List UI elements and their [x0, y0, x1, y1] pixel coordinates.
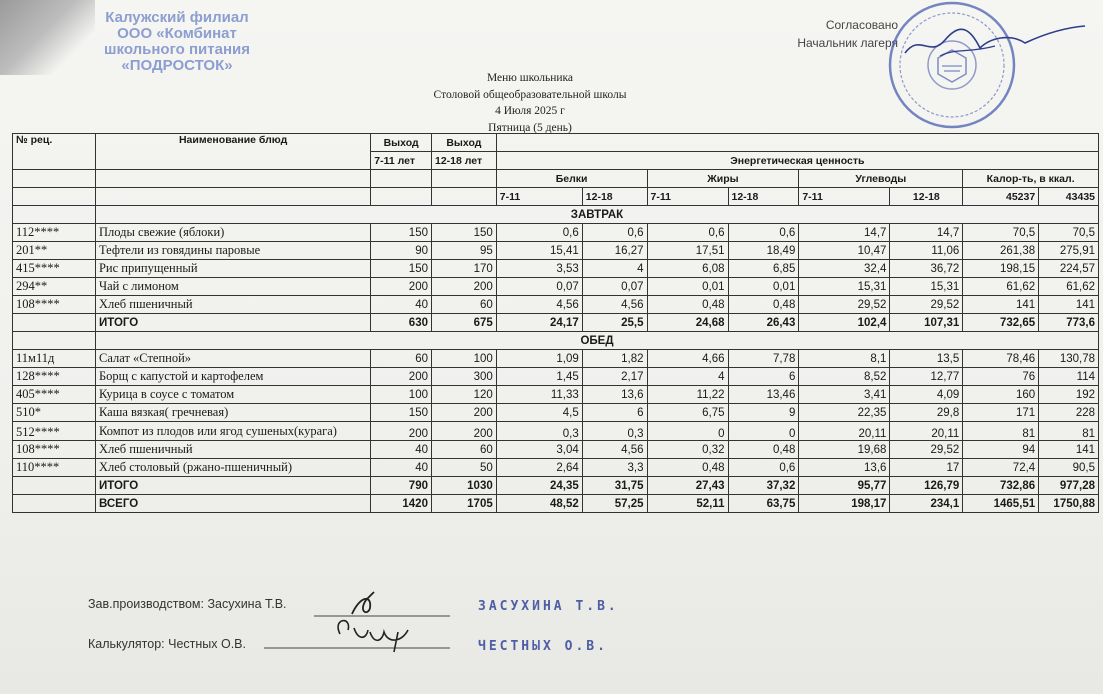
header-empty: [13, 170, 96, 188]
calculator-label: Калькулятор: Честных О.В.: [88, 637, 246, 651]
value-cell: 60: [371, 350, 432, 368]
total-value-cell: 1705: [431, 495, 496, 513]
value-cell: 4,56: [582, 296, 647, 314]
total-value-cell: 63,75: [728, 495, 799, 513]
value-cell: 15,31: [890, 278, 963, 296]
header-energy-empty: [496, 134, 1098, 152]
header-empty: [431, 188, 496, 206]
recipe-number-cell: 108****: [13, 296, 96, 314]
table-row: [13, 441, 1099, 459]
header-age: 12-18: [890, 188, 963, 206]
table-row: [13, 350, 1099, 368]
total-value-cell: [13, 477, 96, 495]
value-cell: 50: [431, 459, 496, 477]
value-cell: 40: [371, 441, 432, 459]
header-yield-a: Выход: [371, 134, 432, 152]
total-value-cell: 1420: [371, 495, 432, 513]
value-cell: 94: [963, 441, 1039, 459]
total-value-cell: 95,77: [799, 477, 890, 495]
value-cell: 200: [371, 368, 432, 386]
value-cell: 0,3: [582, 422, 647, 441]
header-calories: Калор-ть, в ккал.: [963, 170, 1099, 188]
table-header-row: [13, 170, 1099, 188]
organization-stamp: [72, 10, 282, 74]
dish-name-cell: Каша вязкая( гречневая): [95, 404, 370, 422]
value-cell: 40: [371, 296, 432, 314]
value-cell: 90,5: [1039, 459, 1099, 477]
value-cell: 18,49: [728, 242, 799, 260]
lunch-section: [13, 332, 1099, 495]
total-row: [13, 477, 1099, 495]
total-value-cell: 234,1: [890, 495, 963, 513]
approval-position: Начальник лагеря: [797, 36, 898, 50]
value-cell: 0,48: [647, 296, 728, 314]
table-row: [13, 404, 1099, 422]
value-cell: 275,91: [1039, 242, 1099, 260]
total-value-cell: 27,43: [647, 477, 728, 495]
value-cell: 0,48: [728, 296, 799, 314]
production-name-stamp: ЗАСУХИНА Т.В.: [478, 599, 619, 614]
total-value-cell: 773,6: [1039, 314, 1099, 332]
value-cell: 3,41: [799, 386, 890, 404]
value-cell: 3,53: [496, 260, 582, 278]
menu-date: 4 Июля 2025 г: [495, 105, 565, 117]
value-cell: 4,56: [496, 296, 582, 314]
value-cell: 6,75: [647, 404, 728, 422]
table-row: [13, 386, 1099, 404]
value-cell: 150: [371, 260, 432, 278]
menu-day: Пятница (5 день): [488, 121, 572, 134]
value-cell: 141: [963, 296, 1039, 314]
value-cell: 36,72: [890, 260, 963, 278]
dish-name-cell: Курица в соусе с томатом: [95, 386, 370, 404]
header-yield-b: Выход: [431, 134, 496, 152]
breakfast-section: [13, 206, 1099, 332]
value-cell: 81: [1039, 422, 1099, 441]
recipe-number-cell: 294**: [13, 278, 96, 296]
value-cell: 141: [1039, 296, 1099, 314]
value-cell: 0,3: [496, 422, 582, 441]
table-row: [13, 224, 1099, 242]
recipe-number-cell: 112****: [13, 224, 96, 242]
table-header-row: [13, 134, 1099, 152]
table-row: [13, 368, 1099, 386]
value-cell: 0,07: [582, 278, 647, 296]
value-cell: 0,6: [728, 459, 799, 477]
table-row: [13, 260, 1099, 278]
value-cell: 15,31: [799, 278, 890, 296]
value-cell: 114: [1039, 368, 1099, 386]
total-value-cell: 25,5: [582, 314, 647, 332]
header-proteins: Белки: [496, 170, 647, 188]
header-yield-b-age: 12-18 лет: [431, 152, 496, 170]
table-row: [13, 422, 1099, 441]
header-empty: [13, 188, 96, 206]
total-value-cell: 102,4: [799, 314, 890, 332]
header-fats: Жиры: [647, 170, 799, 188]
header-age: 7-11: [647, 188, 728, 206]
header-age: 12-18: [728, 188, 799, 206]
value-cell: 90: [371, 242, 432, 260]
value-cell: 0,48: [647, 459, 728, 477]
grand-total-section: [13, 495, 1099, 513]
value-cell: 0: [728, 422, 799, 441]
calculator-name-stamp: ЧЕСТНЫХ О.В.: [478, 639, 608, 654]
value-cell: 29,52: [890, 296, 963, 314]
menu-table: [12, 133, 1099, 513]
value-cell: 1,45: [496, 368, 582, 386]
dish-name-cell: Хлеб пшеничный: [95, 441, 370, 459]
value-cell: 150: [431, 224, 496, 242]
value-cell: 95: [431, 242, 496, 260]
production-manager-label: Зав.производством: Засухина Т.В.: [88, 597, 287, 611]
value-cell: 13,6: [799, 459, 890, 477]
dish-name-cell: Чай с лимоном: [95, 278, 370, 296]
total-row: [13, 314, 1099, 332]
total-value-cell: 52,11: [647, 495, 728, 513]
value-cell: 198,15: [963, 260, 1039, 278]
table-row: [13, 278, 1099, 296]
value-cell: 0,01: [728, 278, 799, 296]
value-cell: 150: [371, 404, 432, 422]
value-cell: 2,17: [582, 368, 647, 386]
value-cell: 160: [963, 386, 1039, 404]
value-cell: 6: [728, 368, 799, 386]
total-label-cell: ИТОГО: [95, 314, 370, 332]
value-cell: 120: [431, 386, 496, 404]
recipe-number-cell: 128****: [13, 368, 96, 386]
header-age: 12-18: [582, 188, 647, 206]
total-value-cell: [13, 314, 96, 332]
value-cell: 11,06: [890, 242, 963, 260]
header-calories-b: 43435: [1039, 188, 1099, 206]
value-cell: 130,78: [1039, 350, 1099, 368]
table-row: [13, 459, 1099, 477]
dish-name-cell: Борщ с капустой и картофелем: [95, 368, 370, 386]
header-energy: Энергетическая ценность: [496, 152, 1098, 170]
value-cell: 224,57: [1039, 260, 1099, 278]
dish-name-cell: Плоды свежие (яблоки): [95, 224, 370, 242]
value-cell: 40: [371, 459, 432, 477]
recipe-number-cell: 405****: [13, 386, 96, 404]
value-cell: 150: [371, 224, 432, 242]
menu-title: Меню школьника: [486, 72, 574, 84]
section-header-row: [13, 332, 1099, 350]
section-spacer: [13, 206, 96, 224]
header-empty: [95, 188, 370, 206]
value-cell: 6,08: [647, 260, 728, 278]
total-label-cell: ИТОГО: [95, 477, 370, 495]
value-cell: 60: [431, 296, 496, 314]
recipe-number-cell: 512****: [13, 422, 96, 441]
value-cell: 4: [647, 368, 728, 386]
value-cell: 4,5: [496, 404, 582, 422]
value-cell: 22,35: [799, 404, 890, 422]
dish-name-cell: Тефтели из говядины паровые: [95, 242, 370, 260]
total-row: [13, 495, 1099, 513]
value-cell: 61,62: [1039, 278, 1099, 296]
value-cell: 16,27: [582, 242, 647, 260]
value-cell: 17: [890, 459, 963, 477]
dish-name-cell: Хлеб столовый (ржано-пшеничный): [95, 459, 370, 477]
value-cell: 7,78: [728, 350, 799, 368]
value-cell: 70,5: [1039, 224, 1099, 242]
value-cell: 261,38: [963, 242, 1039, 260]
total-value-cell: 198,17: [799, 495, 890, 513]
value-cell: 14,7: [890, 224, 963, 242]
header-empty: [95, 170, 370, 188]
value-cell: 0,6: [728, 224, 799, 242]
value-cell: 11,22: [647, 386, 728, 404]
value-cell: 200: [431, 278, 496, 296]
section-header-row: [13, 206, 1099, 224]
value-cell: 0,01: [647, 278, 728, 296]
value-cell: 72,4: [963, 459, 1039, 477]
section-title: ОБЕД: [95, 332, 1098, 350]
value-cell: 0,6: [647, 224, 728, 242]
total-value-cell: 37,32: [728, 477, 799, 495]
value-cell: 60: [431, 441, 496, 459]
total-value-cell: 24,68: [647, 314, 728, 332]
table-row: [13, 242, 1099, 260]
value-cell: 6: [582, 404, 647, 422]
total-value-cell: 48,52: [496, 495, 582, 513]
recipe-number-cell: 201**: [13, 242, 96, 260]
dish-name-cell: Компот из плодов или ягод сушеных(курага): [95, 422, 370, 441]
value-cell: 32,4: [799, 260, 890, 278]
approval-label: Согласовано: [825, 18, 898, 32]
value-cell: 0,32: [647, 441, 728, 459]
value-cell: 0,6: [582, 224, 647, 242]
value-cell: 76: [963, 368, 1039, 386]
value-cell: 3,04: [496, 441, 582, 459]
value-cell: 228: [1039, 404, 1099, 422]
calculator-signature-icon: [262, 614, 452, 654]
value-cell: 8,52: [799, 368, 890, 386]
total-value-cell: 732,65: [963, 314, 1039, 332]
value-cell: 13,6: [582, 386, 647, 404]
value-cell: 200: [431, 422, 496, 441]
value-cell: 78,46: [963, 350, 1039, 368]
total-value-cell: 732,86: [963, 477, 1039, 495]
recipe-number-cell: 11м11д: [13, 350, 96, 368]
total-value-cell: 107,31: [890, 314, 963, 332]
value-cell: 2,64: [496, 459, 582, 477]
org-stamp-line: Калужский филиал: [105, 9, 249, 26]
value-cell: 4,66: [647, 350, 728, 368]
header-dish-name: Наименование блюд: [95, 134, 370, 170]
total-value-cell: 790: [371, 477, 432, 495]
total-value-cell: 24,17: [496, 314, 582, 332]
value-cell: 61,62: [963, 278, 1039, 296]
header-rec-no: № рец.: [13, 134, 96, 170]
value-cell: 4: [582, 260, 647, 278]
org-stamp-line: школьного питания: [104, 41, 250, 58]
value-cell: 0: [647, 422, 728, 441]
value-cell: 15,41: [496, 242, 582, 260]
value-cell: 1,82: [582, 350, 647, 368]
value-cell: 20,11: [890, 422, 963, 441]
total-value-cell: 24,35: [496, 477, 582, 495]
recipe-number-cell: 510*: [13, 404, 96, 422]
school-title: Столовой общеобразовательной школы: [433, 88, 627, 101]
value-cell: 29,52: [890, 441, 963, 459]
value-cell: 171: [963, 404, 1039, 422]
value-cell: 200: [431, 404, 496, 422]
value-cell: 17,51: [647, 242, 728, 260]
value-cell: 6,85: [728, 260, 799, 278]
table-header-row: [13, 188, 1099, 206]
value-cell: 10,47: [799, 242, 890, 260]
total-value-cell: 1750,88: [1039, 495, 1099, 513]
value-cell: 170: [431, 260, 496, 278]
table-row: [13, 296, 1099, 314]
value-cell: 0,48: [728, 441, 799, 459]
value-cell: 11,33: [496, 386, 582, 404]
header-empty: [431, 170, 496, 188]
total-value-cell: 57,25: [582, 495, 647, 513]
total-value-cell: 630: [371, 314, 432, 332]
value-cell: 1,09: [496, 350, 582, 368]
total-value-cell: 977,28: [1039, 477, 1099, 495]
value-cell: 0,07: [496, 278, 582, 296]
value-cell: 81: [963, 422, 1039, 441]
value-cell: 13,46: [728, 386, 799, 404]
dish-name-cell: Рис припущенный: [95, 260, 370, 278]
value-cell: 19,68: [799, 441, 890, 459]
header-carbs: Углеводы: [799, 170, 963, 188]
value-cell: 12,77: [890, 368, 963, 386]
header-age: 7-11: [799, 188, 890, 206]
recipe-number-cell: 415****: [13, 260, 96, 278]
total-value-cell: 1465,51: [963, 495, 1039, 513]
value-cell: 100: [371, 386, 432, 404]
value-cell: 4,09: [890, 386, 963, 404]
value-cell: 0,6: [496, 224, 582, 242]
recipe-number-cell: 108****: [13, 441, 96, 459]
total-value-cell: [13, 495, 96, 513]
total-label-cell: ВСЕГО: [95, 495, 370, 513]
total-value-cell: 675: [431, 314, 496, 332]
value-cell: 29,8: [890, 404, 963, 422]
total-value-cell: 126,79: [890, 477, 963, 495]
value-cell: 141: [1039, 441, 1099, 459]
value-cell: 100: [431, 350, 496, 368]
value-cell: 200: [371, 278, 432, 296]
header-empty: [371, 170, 432, 188]
document-title-block: [380, 70, 680, 136]
total-value-cell: 26,43: [728, 314, 799, 332]
org-stamp-line: ООО «Комбинат: [117, 25, 237, 42]
dish-name-cell: Салат «Степной»: [95, 350, 370, 368]
value-cell: 3,3: [582, 459, 647, 477]
section-title: ЗАВТРАК: [95, 206, 1098, 224]
recipe-number-cell: 110****: [13, 459, 96, 477]
section-spacer: [13, 332, 96, 350]
header-yield-a-age: 7-11 лет: [371, 152, 432, 170]
header-empty: [371, 188, 432, 206]
value-cell: 4,56: [582, 441, 647, 459]
value-cell: 9: [728, 404, 799, 422]
total-value-cell: 31,75: [582, 477, 647, 495]
value-cell: 8,1: [799, 350, 890, 368]
header-calories-a: 45237: [963, 188, 1039, 206]
header-age: 7-11: [496, 188, 582, 206]
dish-name-cell: Хлеб пшеничный: [95, 296, 370, 314]
approval-signature-icon: [900, 18, 1090, 68]
value-cell: 200: [371, 422, 432, 441]
value-cell: 70,5: [963, 224, 1039, 242]
value-cell: 13,5: [890, 350, 963, 368]
org-stamp-line: «ПОДРОСТОК»: [121, 57, 233, 74]
value-cell: 14,7: [799, 224, 890, 242]
value-cell: 20,11: [799, 422, 890, 441]
value-cell: 29,52: [799, 296, 890, 314]
value-cell: 300: [431, 368, 496, 386]
value-cell: 192: [1039, 386, 1099, 404]
total-value-cell: 1030: [431, 477, 496, 495]
